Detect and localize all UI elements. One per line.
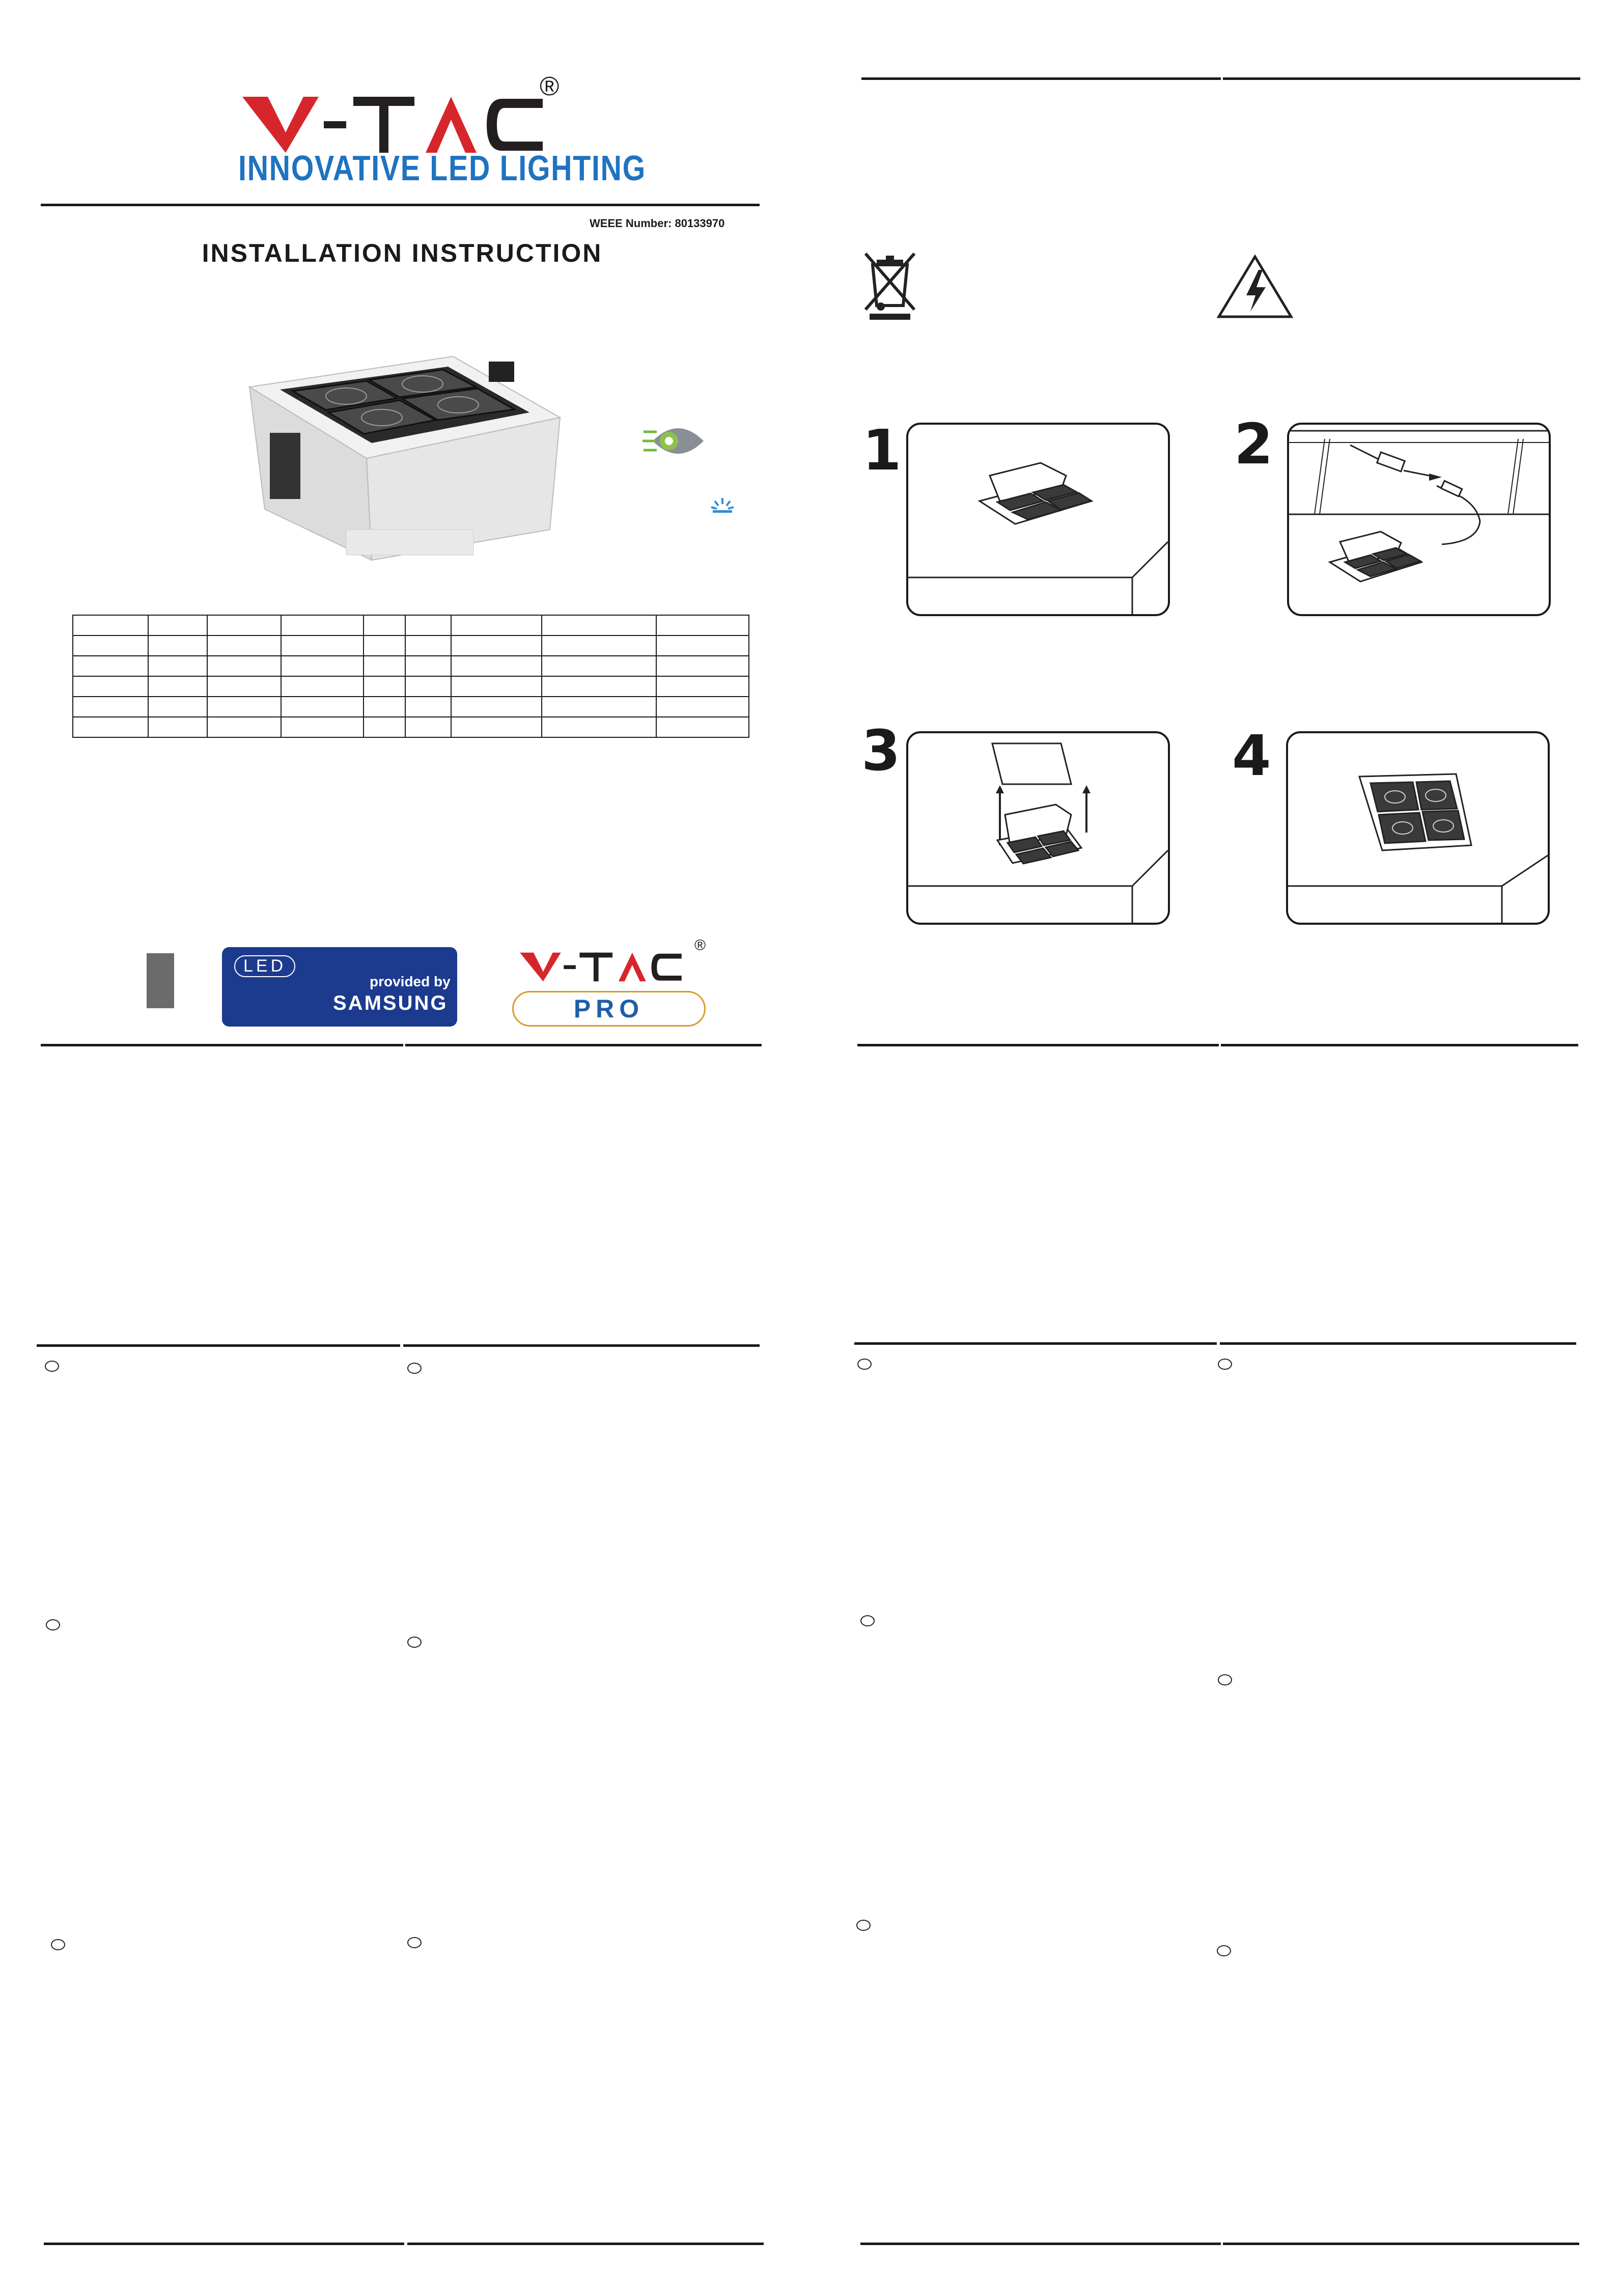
language-marker xyxy=(407,1363,422,1374)
step-3-illustration xyxy=(906,731,1170,925)
step-number-4: 4 xyxy=(1232,723,1271,788)
step-number-1: 1 xyxy=(862,418,902,483)
rule-right-c xyxy=(854,1342,1217,1345)
installed-light-icon xyxy=(1288,733,1548,923)
weee-number: WEEE Number: 80133970 xyxy=(590,217,725,230)
language-marker xyxy=(1217,1945,1231,1956)
rule-left-e xyxy=(44,2243,404,2245)
table-row xyxy=(73,717,749,737)
rule-left-b xyxy=(405,1044,762,1046)
samsung-name: SAMSUNG xyxy=(333,992,448,1014)
language-marker xyxy=(856,1920,871,1931)
samsung-provided-by: provided by xyxy=(370,974,451,989)
rule-left-a xyxy=(41,1044,403,1046)
rule-right-d xyxy=(1220,1342,1576,1345)
language-marker xyxy=(1218,1359,1232,1370)
language-marker xyxy=(1218,1674,1232,1685)
language-marker xyxy=(45,1361,59,1372)
table-row xyxy=(73,615,749,635)
table-row xyxy=(73,635,749,656)
rule-left-c xyxy=(37,1344,400,1347)
step-4-illustration xyxy=(1286,731,1550,925)
rule-right-a xyxy=(857,1044,1219,1046)
table-row xyxy=(73,697,749,717)
registered-mark: ® xyxy=(540,72,560,101)
electric-hazard-icon xyxy=(1217,255,1293,319)
rule-right-b xyxy=(1221,1044,1578,1046)
pro-label: PRO xyxy=(512,991,706,1027)
product-image xyxy=(244,316,570,565)
step-1-illustration xyxy=(906,423,1170,616)
spec-table xyxy=(72,615,749,738)
step-2-illustration xyxy=(1287,423,1551,616)
vtac-logo-mark xyxy=(237,76,563,158)
page-title: INSTALLATION INSTRUCTION xyxy=(202,239,603,267)
grey-marker xyxy=(147,953,174,1008)
rule-right-e xyxy=(860,2243,1221,2245)
table-row xyxy=(73,676,749,697)
samsung-led-label: LED xyxy=(234,955,295,977)
rule-right-f xyxy=(1223,2243,1579,2245)
recessed-light-ceiling-icon xyxy=(908,425,1168,614)
brand-tagline: INNOVATIVE LED LIGHTING xyxy=(238,148,646,188)
insert-into-ceiling-icon xyxy=(908,733,1168,923)
language-marker xyxy=(860,1615,875,1626)
step-number-2: 2 xyxy=(1234,411,1273,477)
language-marker xyxy=(857,1359,872,1370)
vtac-pro-logo-mark xyxy=(513,947,696,983)
rule-left-d xyxy=(403,1344,760,1347)
eye-protection-icon xyxy=(643,421,709,461)
language-marker xyxy=(46,1619,60,1630)
rule-right-top-a xyxy=(861,77,1221,80)
language-marker xyxy=(407,1637,422,1648)
language-marker xyxy=(51,1939,65,1950)
header-rule xyxy=(41,204,760,206)
step-number-3: 3 xyxy=(861,718,901,783)
wiring-connection-icon xyxy=(1289,425,1549,614)
crossed-bin-icon xyxy=(861,250,918,321)
table-row xyxy=(73,656,749,676)
rule-left-f xyxy=(407,2243,764,2245)
samsung-badge xyxy=(222,947,457,1027)
dimmable-icon xyxy=(710,496,735,514)
pro-registered-mark: ® xyxy=(694,937,706,954)
rule-right-top-b xyxy=(1223,77,1580,80)
language-marker xyxy=(407,1937,422,1948)
